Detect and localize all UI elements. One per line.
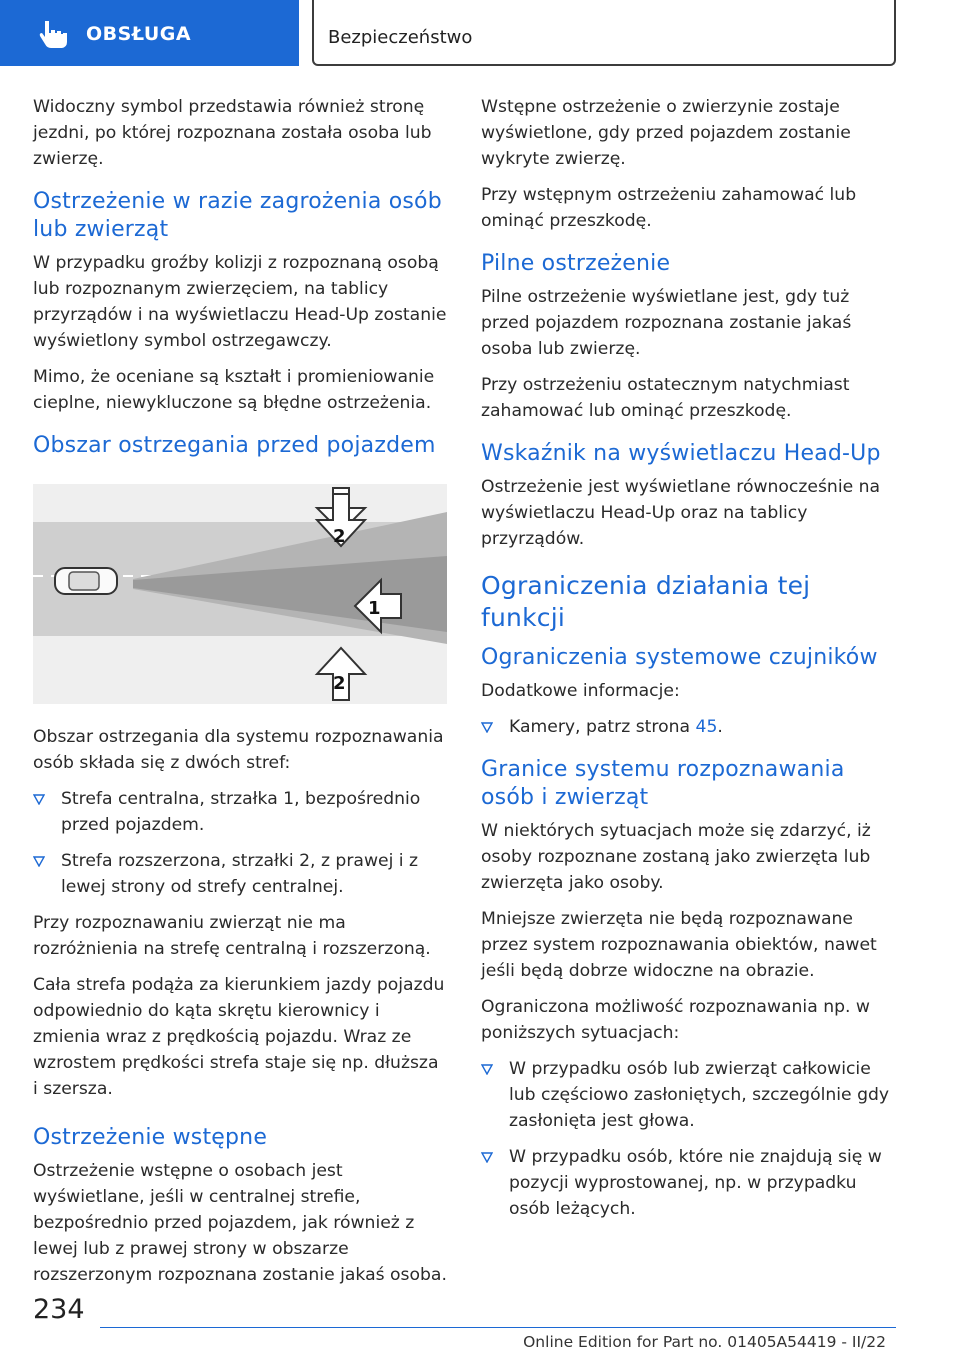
chapter-header bbox=[312, 0, 896, 66]
paragraph: Dodatkowe informacje: bbox=[481, 681, 680, 701]
paragraph: Wstępne ostrzeżenie o zwierzynie zostaje wyświetlone, gdy przed pojazdem zostanie wykryte zwierzę. bbox=[481, 97, 851, 169]
car-icon bbox=[55, 568, 117, 594]
paragraph: Przy wstępnym ostrzeżeniu zahamować lub ominąć przeszkodę. bbox=[481, 185, 857, 231]
section-tab bbox=[0, 0, 299, 66]
right-column bbox=[481, 94, 897, 1232]
triangle-bullet-icon bbox=[481, 1152, 493, 1163]
heading-sensor-limits: Ograniczenia systemowe czujników bbox=[481, 645, 878, 670]
paragraph: Ograniczona możliwość rozpoznawania np. w poniższych sytuacjach: bbox=[481, 997, 870, 1043]
paragraph: Mimo, że oceniane są kształt i promieniowanie cieplne, niewykluczone są błędne ostrzeżenia. bbox=[33, 367, 435, 413]
heading-pre-warning: Ostrzeżenie wstępne bbox=[33, 1125, 268, 1150]
list-item: W przypadku osób lub zwierząt całkowicie lub częściowo zasłoniętych, szczególnie gdy zasłonięta jest głowa. bbox=[481, 1056, 897, 1134]
list-item: W przypadku osób, które nie znajdują się w pozycji wyprostowanej, np. w przypadku osób leżących. bbox=[481, 1144, 897, 1222]
paragraph: Mniejsze zwierzęta nie będą rozpoznawane przez system rozpoznawania obiektów, nawet jeśli będą dobrze widoczne na obrazie. bbox=[481, 909, 877, 981]
limitation-list bbox=[481, 1056, 897, 1222]
page-link-45[interactable]: 45 bbox=[695, 717, 718, 737]
paragraph: W niektórych sytuacjach może się zdarzyć, iż osoby rozpoznane zostaną jako zwierzęta lub zwierzęta jako osoby. bbox=[481, 821, 871, 893]
page-number: 234 bbox=[33, 1294, 85, 1325]
heading-hud-indicator: Wskaźnik na wyświetlaczu Head-Up bbox=[481, 441, 881, 466]
zone-list bbox=[33, 786, 447, 900]
camera-list bbox=[481, 714, 897, 740]
heading-recognition-bounds: Granice systemu rozpoznawania osób i zwierząt bbox=[481, 757, 845, 810]
triangle-bullet-icon bbox=[481, 1064, 493, 1075]
triangle-bullet-icon bbox=[481, 722, 493, 733]
paragraph: Ostrzeżenie jest wyświetlane równocześnie na wyświetlaczu Head-Up oraz na tablicy przyrządów. bbox=[481, 477, 881, 549]
arrow-label: 2 bbox=[333, 673, 346, 694]
paragraph: Widoczny symbol przedstawia również stronę jezdni, po której rozpoznana została osoba lub zwierzę. bbox=[33, 97, 432, 169]
paragraph: Obszar ostrzegania dla systemu rozpoznawania osób składa się z dwóch stref: bbox=[33, 727, 444, 773]
left-column bbox=[33, 94, 447, 1298]
paragraph: Ostrzeżenie wstępne o osobach jest wyświetlane, jeśli w centralnej strefie, bezpośrednio przed pojazdem, jak również z lewej lub z prawej strony w obszarze rozszerzonym rozpoznana zostanie jakaś osoba. bbox=[33, 1161, 447, 1285]
hand-pointer-icon bbox=[36, 18, 72, 50]
heading-warning-area: Obszar ostrzegania przed pojazdem bbox=[33, 433, 436, 458]
paragraph: Pilne ostrzeżenie wyświetlane jest, gdy tuż przed pojazdem rozpoznana zostanie jakaś osoba lub zwierzę. bbox=[481, 287, 852, 359]
heading-limitations: Ograniczenia działania tej funkcji bbox=[481, 571, 811, 632]
paragraph: Przy ostrzeżeniu ostatecznym natychmiast zahamować lub ominąć przeszkodę. bbox=[481, 375, 850, 421]
arrow-label: 1 bbox=[368, 598, 381, 619]
warning-area-figure bbox=[33, 484, 447, 704]
paragraph: W przypadku groźby kolizji z rozpoznaną osobą lub rozpoznanym zwierzęciem, na tablicy przyrządów i na wyświetlaczu Head-Up zostanie wyświetlony symbol ostrzegawczy. bbox=[33, 253, 447, 351]
list-item: Strefa rozszerzona, strzałki 2, z prawej i z lewej strony od strefy centralnej. bbox=[33, 848, 447, 900]
list-item: Kamery, patrz strona 45. bbox=[481, 714, 897, 740]
chapter-title: Bezpieczeństwo bbox=[328, 27, 473, 48]
arrow-label: 2 bbox=[333, 526, 346, 547]
list-item: Strefa centralna, strzałka 1, bezpośrednio przed pojazdem. bbox=[33, 786, 447, 838]
paragraph: Cała strefa podąża za kierunkiem jazdy pojazdu odpowiednio do kąta skrętu kierownicy i zmienia wraz z prędkością pojazdu. Wraz ze wzrostem prędkości strefa staje się np. dłuższa i szersza. bbox=[33, 975, 445, 1099]
paragraph: Przy rozpoznawaniu zwierząt nie ma rozróżnienia na strefę centralną i rozszerzoną. bbox=[33, 913, 431, 959]
triangle-bullet-icon bbox=[33, 794, 45, 805]
footer-divider bbox=[100, 1327, 896, 1328]
heading-danger-warning: Ostrzeżenie w razie zagrożenia osób lub zwierząt bbox=[33, 189, 442, 242]
triangle-bullet-icon bbox=[33, 856, 45, 867]
footer-edition: Online Edition for Part no. 01405A54419 - II/22 bbox=[523, 1333, 886, 1351]
section-title: OBSŁUGA bbox=[86, 23, 192, 45]
heading-urgent-warning: Pilne ostrzeżenie bbox=[481, 251, 671, 276]
